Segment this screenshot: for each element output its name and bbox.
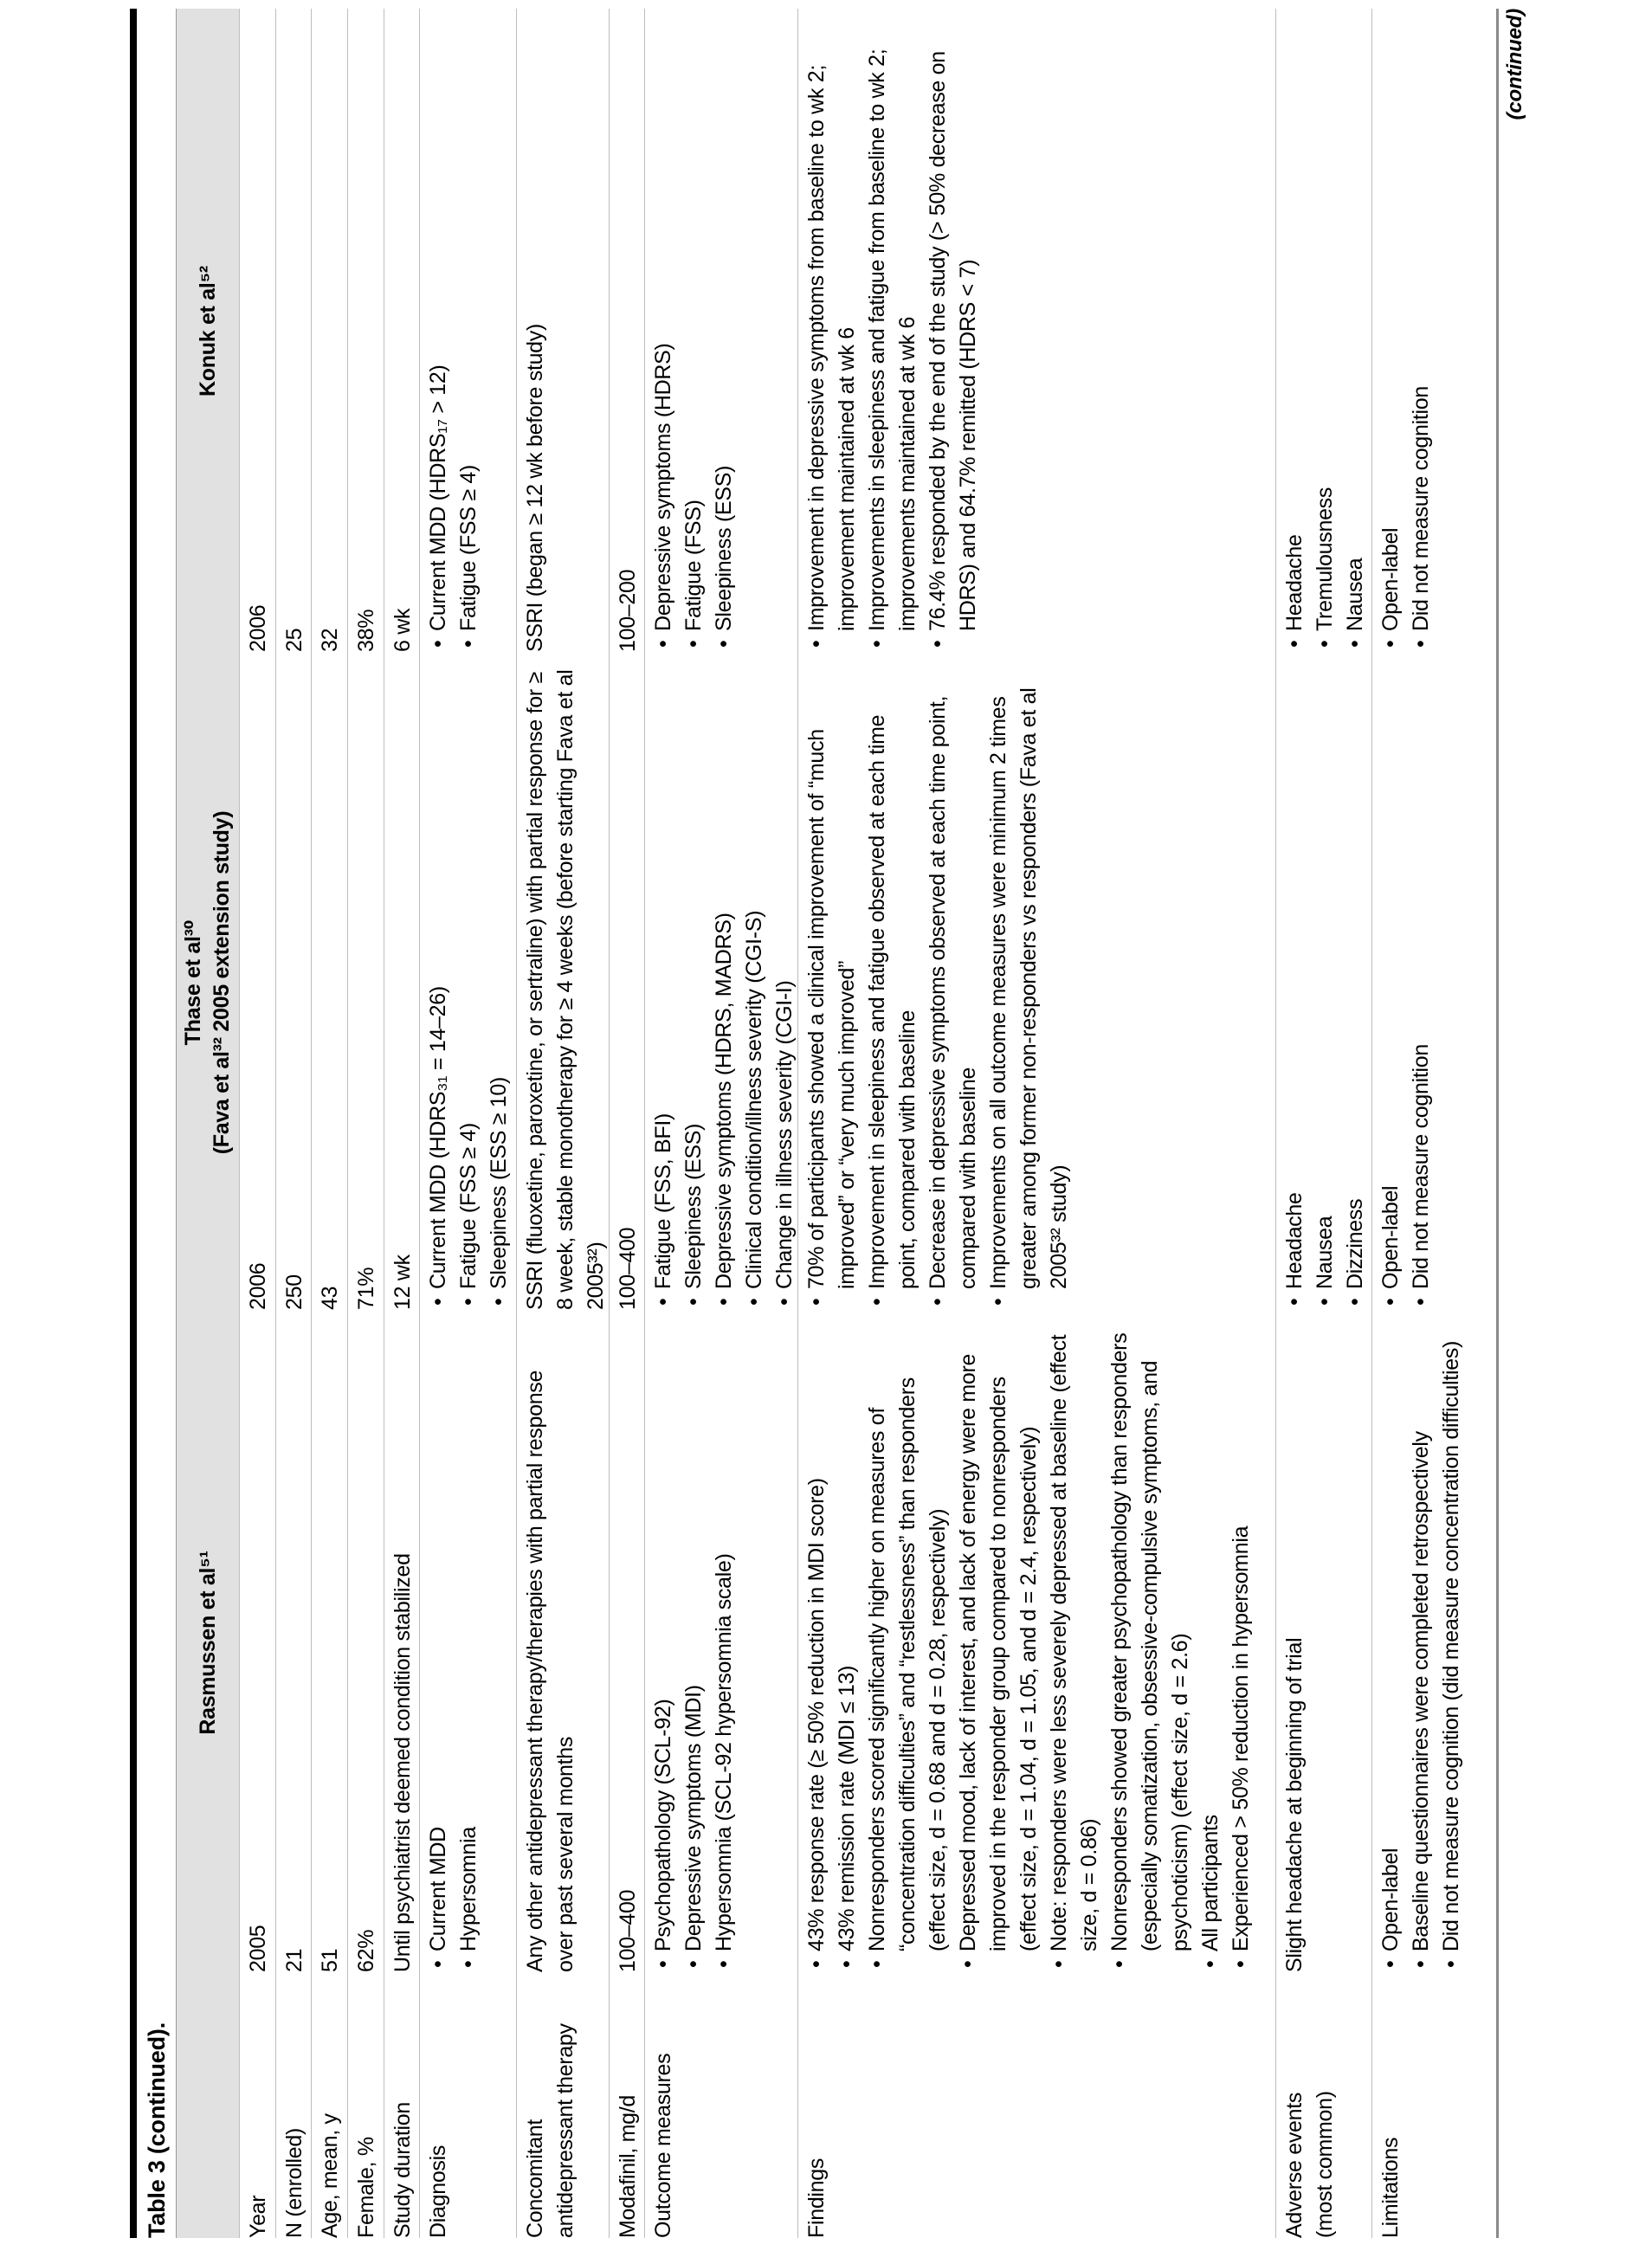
cell-outcomes-konuk xyxy=(644,9,797,654)
bullet: • Dizziness xyxy=(1340,669,1371,1310)
bullet: • Improvement in sleepiness and fatigue observed at each time point, compared with baseline xyxy=(862,669,923,1310)
cell-limitations-thase xyxy=(1371,654,1496,1312)
row-label-diagnosis: Diagnosis xyxy=(419,1974,516,2238)
header-rasmussen-line1: Rasmussen et al⁵¹ xyxy=(195,1551,220,1735)
cell-adverse-konuk xyxy=(1275,9,1371,654)
bullet: • Sleepiness (ESS) xyxy=(679,669,709,1310)
bullet: • 76.4% responded by the end of the study (> 50% decrease on HDRS) and 64.7% remitted (HDRS < 7) xyxy=(923,24,984,652)
cell-diagnosis-thase xyxy=(419,654,516,1312)
bullet: • Depressive symptoms (MDI) xyxy=(679,1327,709,1972)
study-comparison-table xyxy=(176,9,1499,2238)
bullet: • Headache xyxy=(1280,669,1310,1310)
header-rasmussen xyxy=(177,1312,239,1974)
cell-female-rasmussen: 62% xyxy=(347,1312,384,1974)
bullet: • Did not measure cognition xyxy=(1406,669,1436,1310)
bullet: • Clinical condition/illness severity (CGI-S) xyxy=(739,669,770,1310)
bullet: • Tremulousness xyxy=(1310,24,1340,652)
row-label-findings: Findings xyxy=(797,1974,1275,2238)
header-thase-line2: (Fava et al³² 2005 extension study) xyxy=(210,810,234,1155)
table-title: Table 3 (continued). xyxy=(144,2022,170,2238)
row-label-n-enrolled: N (enrolled) xyxy=(275,1974,311,2238)
bullet: • 43% response rate (≥ 50% reduction in MDI score) xyxy=(802,1327,832,1972)
bullet: • Headache xyxy=(1280,24,1310,652)
cell-duration-rasmussen: Until psychiatrist deemed condition stabilized xyxy=(384,1312,419,1974)
bullet: • Fatigue (FSS ≥ 4) xyxy=(454,24,484,652)
cell-diagnosis-rasmussen xyxy=(419,1312,516,1974)
cell-concomitant-thase: SSRI (fluoxetine, paroxetine, or sertraline) with partial response for ≥ 8 week, stable monotherapy for ≥ 4 weeks (before starting Fava et al 2005³²) xyxy=(516,654,609,1312)
row-label-line2: antidepressant therapy xyxy=(553,2023,578,2238)
bullet: • Psychopathology (SCL-92) xyxy=(649,1327,679,1972)
bullet: • Improvements in sleepiness and fatigue from baseline to wk 2; improvements maintained at wk 6 xyxy=(862,24,923,652)
bullet: • Nausea xyxy=(1340,24,1371,652)
bullet: • 70% of participants showed a clinical improvement of “much improved” or “very much improved” xyxy=(802,669,862,1310)
cell-dose-konuk: 100–200 xyxy=(609,9,644,654)
bullet: • Depressed mood, lack of interest, and lack of energy were more improved in the responder group compared to nonresponders (effect size, d = 1.04, d = 1.05, and d = 2.4, respectively) xyxy=(953,1327,1044,1972)
row-label-limitations: Limitations xyxy=(1371,1974,1496,2238)
bullet: • Hypersomnia (SCL-92 hypersomnia scale) xyxy=(709,1327,739,1972)
cell-duration-thase: 12 wk xyxy=(384,654,419,1312)
continued-marker: (continued) xyxy=(1503,9,1526,120)
bullet: • Depressive symptoms (HDRS, MADRS) xyxy=(709,669,739,1310)
header-konuk xyxy=(177,9,239,654)
cell-limitations-rasmussen xyxy=(1371,1312,1496,1974)
cell-dose-thase: 100–400 xyxy=(609,654,644,1312)
cell-female-konuk: 38% xyxy=(347,9,384,654)
bullet: • Note: responders were less severely depressed at baseline (effect size, d = 0.86) xyxy=(1044,1327,1105,1972)
cell-year-thase: 2006 xyxy=(239,654,275,1312)
bullet: • Decrease in depressive symptoms observed at each time point, compared with baseline xyxy=(923,669,984,1310)
cell-findings-konuk xyxy=(797,9,1275,654)
bullet: • 43% remission rate (MDI ≤ 13) xyxy=(832,1327,862,1972)
bullet: • Hypersomnia xyxy=(454,1327,484,1972)
cell-adverse-thase xyxy=(1275,654,1371,1312)
bullet: • Current MDD (HDRS₃₁ = 14–26) xyxy=(423,669,454,1310)
cell-concomitant-rasmussen: Any other antidepressant therapy/therapies with partial response over past several months xyxy=(516,1312,609,1974)
header-empty-cell xyxy=(177,1974,239,2238)
bullet: • All participants xyxy=(1196,1327,1226,1972)
header-thase-line1: Thase et al³⁰ xyxy=(181,919,205,1046)
bullet: • Sleepiness (ESS ≥ 10) xyxy=(484,669,514,1310)
row-label-outcome-measures: Outcome measures xyxy=(644,1974,797,2238)
bullet: • Open-label xyxy=(1376,1327,1406,1972)
bullet: • Experienced > 50% reduction in hypersomnia xyxy=(1226,1327,1256,1972)
row-label-female: Female, % xyxy=(347,1974,384,2238)
bullet: • Current MDD xyxy=(423,1327,454,1972)
bullet: • Fatigue (FSS, BFI) xyxy=(649,669,679,1310)
cell-n-thase: 250 xyxy=(275,654,311,1312)
cell-outcomes-thase xyxy=(644,654,797,1312)
cell-age-rasmussen: 51 xyxy=(311,1312,347,1974)
row-label-year: Year xyxy=(239,1974,275,2238)
row-label-concomitant-therapy xyxy=(516,1974,609,2238)
cell-concomitant-konuk: SSRI (began ≥ 12 wk before study) xyxy=(516,9,609,654)
bullet: • Sleepiness (ESS) xyxy=(709,24,739,652)
cell-adverse-rasmussen: Slight headache at beginning of trial xyxy=(1275,1312,1371,1974)
cell-age-thase: 43 xyxy=(311,654,347,1312)
cell-duration-konuk: 6 wk xyxy=(384,9,419,654)
cell-limitations-konuk xyxy=(1371,9,1496,654)
row-label-study-duration: Study duration xyxy=(384,1974,419,2238)
cell-age-konuk: 32 xyxy=(311,9,347,654)
bullet: • Nonresponders showed greater psychopathology than responders (especially somatization, obsessive-compulsive symptoms, and psychoticism) (effect size, d = 2.6) xyxy=(1105,1327,1196,1972)
bullet: • Improvement in depressive symptoms from baseline to wk 2; improvement maintained at wk 6 xyxy=(802,24,862,652)
cell-diagnosis-konuk xyxy=(419,9,516,654)
row-label-line1: Concomitant xyxy=(523,2119,547,2238)
row-label-modafinil-dose: Modafinil, mg/d xyxy=(609,1974,644,2238)
cell-n-rasmussen: 21 xyxy=(275,1312,311,1974)
bullet: • Open-label xyxy=(1376,669,1406,1310)
cell-year-rasmussen: 2005 xyxy=(239,1312,275,1974)
bullet: • Fatigue (FSS ≥ 4) xyxy=(454,669,484,1310)
header-thase xyxy=(177,654,239,1312)
cell-findings-rasmussen xyxy=(797,1312,1275,1974)
cell-outcomes-rasmussen xyxy=(644,1312,797,1974)
bullet: • Current MDD (HDRS₁₇ > 12) xyxy=(423,24,454,652)
cell-female-thase: 71% xyxy=(347,654,384,1312)
bullet: • Fatigue (FSS) xyxy=(679,24,709,652)
bullet: • Depressive symptoms (HDRS) xyxy=(649,24,679,652)
bullet: • Nausea xyxy=(1310,669,1340,1310)
header-konuk-line1: Konuk et al⁵² xyxy=(195,266,220,397)
bullet: • Change in illness severity (CGI-I) xyxy=(770,669,800,1310)
bullet: • Did not measure cognition xyxy=(1406,24,1436,652)
bullet: • Nonresponders scored significantly higher on measures of “concentration difficulties” and “restlessness” than responders (effect size, d = 0.68 and d = 0.28, respectively) xyxy=(862,1327,953,1972)
bullet: • Open-label xyxy=(1376,24,1406,652)
table-top-rule xyxy=(130,9,137,2238)
cell-dose-rasmussen: 100–400 xyxy=(609,1312,644,1974)
bullet: • Improvements on all outcome measures were minimum 2 times greater among former non-responders vs responders (Fava et al 2005³² study) xyxy=(984,669,1074,1310)
cell-year-konuk: 2006 xyxy=(239,9,275,654)
row-label-adverse-events xyxy=(1275,1974,1371,2238)
cell-findings-thase xyxy=(797,654,1275,1312)
row-label-line1: Adverse events xyxy=(1282,2092,1307,2238)
row-label-age: Age, mean, y xyxy=(311,1974,347,2238)
bullet: • Baseline questionnaires were completed retrospectively xyxy=(1406,1327,1436,1972)
cell-n-konuk: 25 xyxy=(275,9,311,654)
row-label-line2: (most common) xyxy=(1313,2091,1337,2238)
bullet: • Did not measure cognition (did measure concentration difficulties) xyxy=(1436,1327,1467,1972)
